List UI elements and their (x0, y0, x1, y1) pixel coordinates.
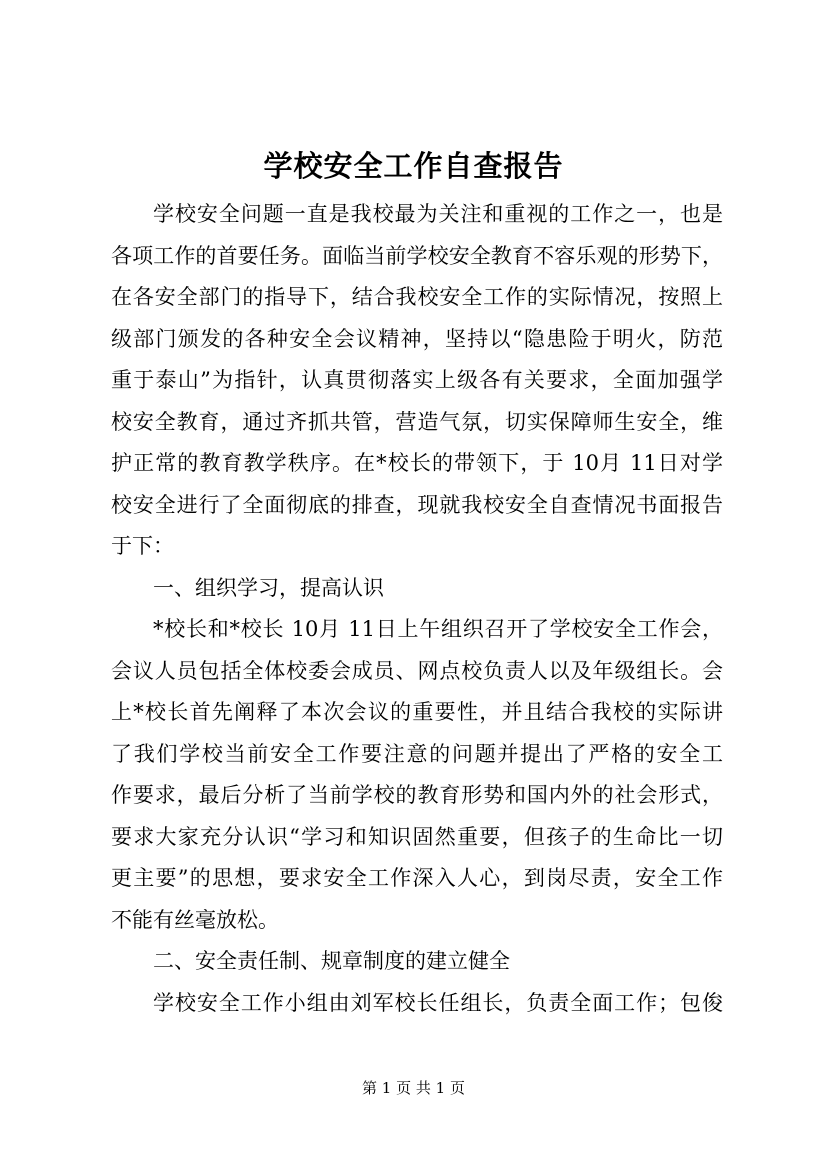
paragraph-line: 不能有丝毫放松。 (111, 907, 279, 932)
document-title: 学校安全工作自查报告 (263, 149, 564, 183)
paragraph-line: 要求大家充分认识“学习和知识固然重要，但孩子的生命比一切 (111, 824, 723, 849)
paragraph-line: 上*校长首先阐释了本次会议的重要性，并且结合我校的实际讲 (111, 700, 723, 724)
paragraph-line: 校安全进行了全面彻底的排查，现就我校安全自查情况书面报告 (111, 492, 723, 517)
paragraph-line: 级部门颁发的各种安全会议精神，坚持以“隐患险于明火，防范 (111, 326, 723, 351)
paragraph-line: *校长和*校长 10月 11日上午组织召开了学校安全工作会， (153, 617, 723, 641)
paragraph-line: 各项工作的首要任务。面临当前学校安全教育不容乐观的形势下， (111, 243, 723, 268)
paragraph-line: 校安全教育，通过齐抓共管，营造气氛，切实保障师生安全，维 (111, 409, 723, 434)
paragraph-line: 学校安全工作小组由刘军校长任组长，负责全面工作；包俊 (153, 990, 723, 1015)
document-body (111, 194, 723, 1024)
paragraph-line: 在各安全部门的指导下，结合我校安全工作的实际情况，按照上 (111, 285, 723, 309)
paragraph-line: 更主要”的思想，要求安全工作深入人心，到岗尽责，安全工作 (111, 866, 723, 890)
page-footer: 第 1 页 共 1 页 (362, 1079, 465, 1097)
paragraph-line: 会议人员包括全体校委会成员、网点校负责人以及年级组长。会 (111, 658, 723, 683)
paragraph-line: 学校安全问题一直是我校最为关注和重视的工作之一，也是 (153, 202, 723, 226)
section-heading: 二、安全责任制、规章制度的建立健全 (153, 949, 510, 973)
paragraph-line: 重于泰山”为指针，认真贯彻落实上级各有关要求，全面加强学 (111, 368, 723, 392)
section-heading: 一、组织学习，提高认识 (153, 575, 384, 600)
paragraph-line: 作要求，最后分析了当前学校的教育形势和国内外的社会形式， (111, 783, 723, 807)
paragraph-line: 护正常的教育教学秩序。在*校长的带领下，于 10月 11日对学 (111, 451, 723, 475)
paragraph-line: 于下： (111, 534, 174, 558)
paragraph-line: 了我们学校当前安全工作要注意的问题并提出了严格的安全工 (111, 741, 723, 766)
